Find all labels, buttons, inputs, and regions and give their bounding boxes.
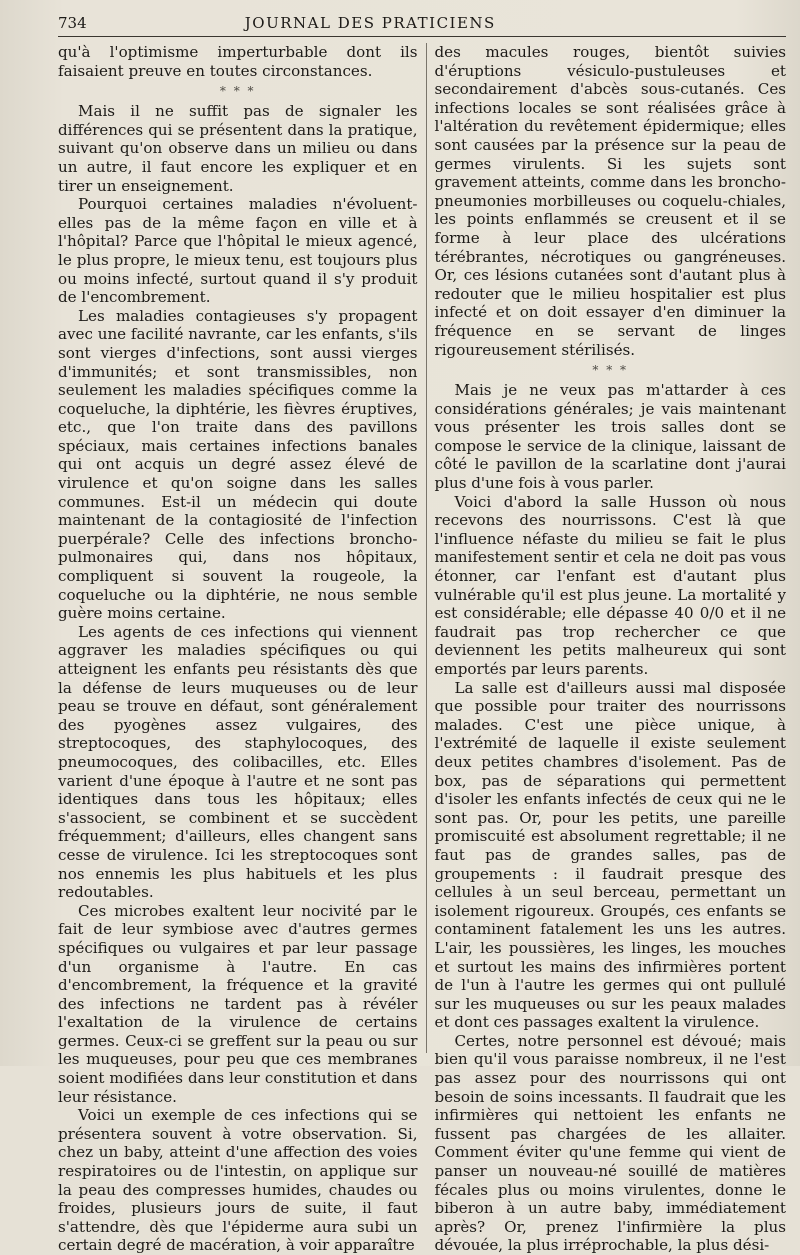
left-column bbox=[58, 43, 418, 1255]
paragraph: Les agents de ces infections qui viennent aggraver les maladies spécifiques ou qui atteignent les enfants peu résistants dès que la défense de leurs muqueuses ou de leur peau se trouve en défaut, sont généralement des pyogènes assez vulgaires, des streptocoques, des staphylocoques, des pneumocoques, des colibacilles, etc. Elles varient d'une époque à l'autre et ne sont pas identiques dans tous les hôpitaux; elles s'associent, se combinent et se succèdent fréquemment; d'ailleurs, elles changent sans cesse de virulence. Ici les streptocoques sont nos ennemis les plus habituels et les plus redoutables. bbox=[58, 622, 418, 902]
paragraph: qu'à l'optimisme imperturbable dont ils faisaient preuve en toutes circonstances. bbox=[58, 43, 418, 80]
page-number: 734 bbox=[58, 14, 87, 32]
page-header bbox=[58, 14, 786, 37]
text-columns bbox=[58, 43, 786, 1255]
paragraph: Mais je ne veux pas m'attarder à ces considérations générales; je vais maintenant vous présenter les trois salles dont se compose le service de la clinique, laissant de côté le pavillon de la scarlatine dont j'aurai plus d'une fois à vous parler. bbox=[434, 381, 786, 493]
paragraph: Certes, notre personnel est dévoué; mais bien qu'il vous paraisse nombreux, il ne l'est pas assez pour des nourrissons qui ont besoin de soins incessants. Il faudrait que les infirmières qui nettoient les enfants ne fussent pas chargées de les allaiter. Comment éviter qu'une femme qui vient de panser un nouveau-né souillé de matières fécales plus ou moins virulentes, donne le biberon à un autre baby, immédiatement après? Or, prenez l'infirmière la plus dévouée, la plus irréprochable, la plus dési- bbox=[434, 1031, 786, 1255]
paragraph: Les maladies contagieuses s'y propagent avec une facilité navrante, car les enfants, s'ils sont vierges d'infections, sont aussi vierges d'immunités; et sont transmissibles, non seulement les maladies spécifiques comme la coqueluche, la diphtérie, les fièvres éruptives, etc., que l'on traite dans des pavillons spéciaux, mais certaines infections banales qui ont acquis un degré assez élevé de virulence et qu'on soigne dans les salles communes. Est-il un médecin qui doute maintenant de la contagiosité de l'infection puerpérale? Celle des infections broncho-pulmonaires qui, dans nos hôpitaux, compliquent si souvent la rougeole, la coqueluche ou la diphtérie, ne nous semble guère moins certaine. bbox=[58, 306, 418, 623]
paragraph: Pourquoi certaines maladies n'évoluent-elles pas de la même façon en ville et à l'hôpital? Parce que l'hôpital le mieux agencé, le plus propre, le mieux tenu, est toujours plus ou moins infecté, surtout quand il s'y produit de l'encombrement. bbox=[58, 195, 418, 307]
journal-title: JOURNAL DES PRATICIENS bbox=[244, 14, 496, 32]
paragraph: La salle est d'ailleurs aussi mal disposée que possible pour traiter des nourrissons malades. C'est une pièce unique, à l'extrémité de laquelle il existe seulement deux petites chambres d'isolement. Pas de box, pas de séparations qui permettent d'isoler les enfants infectés de ceux qui ne le sont pas. Or, pour les petits, une pareille promiscuité est absolument regrettable; il ne faut pas de grandes salles, pas de groupements : il faudrait presque des cellules à un seul berceau, permettant un isolement rigoureux. Groupés, ces enfants se contaminent fatalement les uns les autres. L'air, les poussières, les linges, les mouches et surtout les mains des infirmières portent de l'un à l'autre les germes qui ont pullulé sur les muqueuses ou sur les peaux malades et dont ces passages exaltent la virulence. bbox=[434, 678, 786, 1032]
section-separator: * * * bbox=[592, 363, 629, 378]
paragraph: Mais il ne suffit pas de signaler les différences qui se présentent dans la pratique, suivant qu'on observe dans un milieu ou dans un autre, il faut encore les expliquer et en tirer un enseignement. bbox=[58, 102, 418, 195]
right-column bbox=[426, 43, 787, 1255]
paragraph: Voici d'abord la salle Husson où nous recevons des nourrissons. C'est là que l'influence néfaste du milieu se fait le plus manifestement sentir et cela ne doit pas vous étonner, car l'enfant est d'autant plus vulnérable qu'il est plus jeune. La mortalité y est considérable; elle dépasse 40 0/0 et il ne faudrait pas trop rechercher ce que deviennent les petits malheureux qui sont emportés par leurs parents. bbox=[434, 492, 786, 678]
paragraph: Ces microbes exaltent leur nocivité par le fait de leur symbiose avec d'autres germes spécifiques ou vulgaires et par leur passage d'un organisme à l'autre. En cas d'encombrement, la fréquence et la gravité des infections ne tardent pas à révéler l'exaltation de la virulence de certains germes. Ceux-ci se greffent sur la peau ou sur les muqueuses, pour peu que ces membranes soient modifiées dans leur constitution et dans leur résistance. bbox=[58, 901, 418, 1106]
paragraph: des macules rouges, bientôt suivies d'éruptions vésiculo-pustuleuses et secondairement d'abcès sous-cutanés. Ces infections locales se sont réalisées grâce à l'altération du revêtement épidermique; elles sont causées par la présence sur la peau de germes virulents. Si les sujets sont gravement atteints, comme dans les broncho-pneumonies morbilleuses ou coquelu-chiales, les points enflammés se creusent et il se forme à leur place des ulcérations térébrantes, nécrotiques ou gangréneuses. Or, ces lésions cutanées sont d'autant plus à redouter que le milieu hospitalier est plus infecté et on doit essayer d'en diminuer la fréquence en se servant de linges rigoureusement stérilisés. bbox=[434, 43, 786, 359]
section-separator: * * * bbox=[219, 84, 256, 99]
paragraph: Voici un exemple de ces infections qui se présentera souvent à votre observation. Si, chez un baby, atteint d'une affection des voies respiratoires ou de l'intestin, on applique sur la peau des compresses humides, chaudes ou froides, plusieurs jours de suite, il faut s'attendre, dès que l'épiderme aura subi un certain degré de macération, à voir apparaître bbox=[58, 1106, 418, 1255]
